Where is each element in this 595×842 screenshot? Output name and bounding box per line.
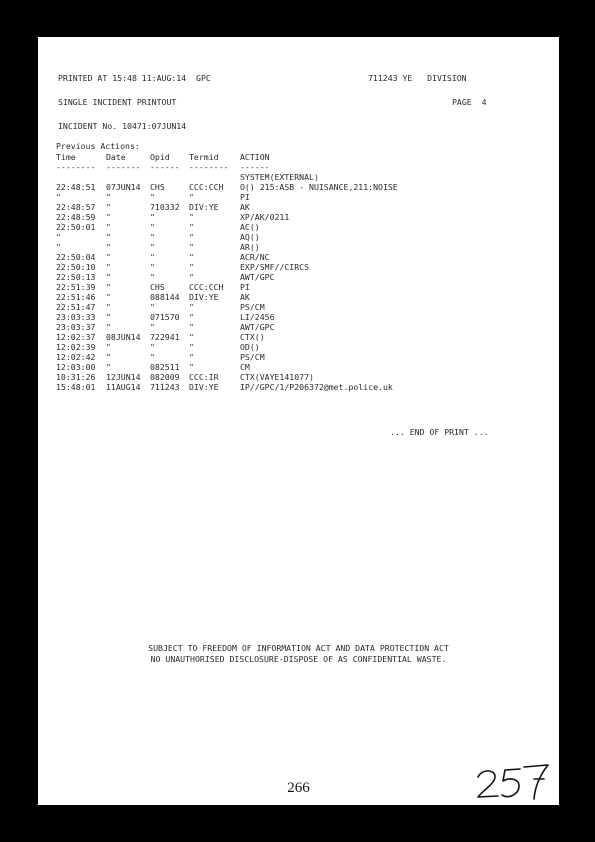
cell-termid: DIV:YE bbox=[189, 202, 219, 212]
cell-termid: " bbox=[189, 272, 194, 282]
cell-action: CTX() bbox=[240, 332, 265, 342]
cell-termid: " bbox=[189, 222, 194, 232]
previous-actions-label: Previous Actions: bbox=[56, 141, 140, 151]
cell-action: AK bbox=[240, 202, 250, 212]
cell-opid: 711243 bbox=[150, 382, 180, 392]
separator: ------- bbox=[106, 162, 141, 172]
cell-opid: " bbox=[150, 242, 155, 252]
table-row bbox=[56, 332, 265, 342]
column-header-termid: Termid bbox=[189, 152, 219, 162]
table-row bbox=[56, 312, 275, 322]
cell-action: XP/AK/0211 bbox=[240, 212, 290, 222]
table-row bbox=[56, 222, 260, 232]
table-row bbox=[56, 302, 265, 312]
printed-at-line: PRINTED AT 15:48 11:AUG:14 GPC bbox=[58, 73, 211, 83]
cell-termid: " bbox=[189, 302, 194, 312]
cell-time: 22:50:10 bbox=[56, 262, 96, 272]
cell-opid: " bbox=[150, 192, 155, 202]
cell-date: " bbox=[106, 342, 111, 352]
separator: ------ bbox=[150, 162, 180, 172]
separator: ------ bbox=[240, 162, 270, 172]
cell-date: " bbox=[106, 202, 111, 212]
cell-time: 22:50:13 bbox=[56, 272, 96, 282]
table-row bbox=[56, 362, 250, 372]
page-number: 266 bbox=[287, 780, 310, 796]
table-row bbox=[56, 352, 265, 362]
separator: -------- bbox=[189, 162, 229, 172]
cell-date: 08JUN14 bbox=[106, 332, 141, 342]
cell-opid: " bbox=[150, 352, 155, 362]
table-row bbox=[56, 242, 260, 252]
cell-opid: CHS bbox=[150, 282, 165, 292]
cell-time: 22:51:47 bbox=[56, 302, 96, 312]
cell-time: " bbox=[56, 242, 61, 252]
cell-termid: " bbox=[189, 192, 194, 202]
table-separator-row bbox=[56, 162, 270, 172]
cell-opid: " bbox=[150, 232, 155, 242]
cell-time: 12:02:39 bbox=[56, 342, 96, 352]
table-header-row bbox=[56, 152, 270, 162]
cell-date: " bbox=[106, 252, 111, 262]
cell-action: PI bbox=[240, 282, 250, 292]
cell-action: LI/2456 bbox=[240, 312, 275, 322]
table-row bbox=[56, 292, 250, 302]
cell-date: " bbox=[106, 212, 111, 222]
cell-time: 22:48:59 bbox=[56, 212, 96, 222]
cell-time: 22:50:04 bbox=[56, 252, 96, 262]
cell-action: ACR/NC bbox=[240, 252, 270, 262]
cell-action: EXP/SMF//CIRCS bbox=[240, 262, 310, 272]
cell-date: " bbox=[106, 232, 111, 242]
cell-termid: CCC:CCH bbox=[189, 182, 224, 192]
cell-action: PS/CM bbox=[240, 352, 265, 362]
cell-action: AK bbox=[240, 292, 250, 302]
cell-date: " bbox=[106, 362, 111, 372]
cell-action: OD() bbox=[240, 342, 260, 352]
cell-action: AWT/GPC bbox=[240, 272, 275, 282]
footer-line-1: SUBJECT TO FREEDOM OF INFORMATION ACT AND DATA PROTECTION ACT bbox=[148, 643, 449, 653]
table-row bbox=[56, 282, 250, 292]
cell-time: 22:48:51 bbox=[56, 182, 96, 192]
cell-termid: CCC:IR bbox=[189, 372, 219, 382]
table-row bbox=[56, 272, 275, 282]
cell-action: IP//GPC/1/P206372@met.police.uk bbox=[240, 382, 393, 392]
printout-title: SINGLE INCIDENT PRINTOUT bbox=[58, 97, 177, 107]
cell-action: AQ() bbox=[240, 232, 260, 242]
cell-time: 22:48:57 bbox=[56, 202, 96, 212]
cell-date: " bbox=[106, 302, 111, 312]
actions-table bbox=[56, 152, 398, 392]
cell-termid: " bbox=[189, 362, 194, 372]
cell-opid: " bbox=[150, 322, 155, 332]
confidentiality-footer bbox=[38, 643, 559, 665]
column-header-opid: Opid bbox=[150, 152, 170, 162]
cell-date: " bbox=[106, 272, 111, 282]
column-header-date: Date bbox=[106, 152, 126, 162]
table-row bbox=[56, 262, 310, 272]
cell-action: CTX(VAYE141077) bbox=[240, 372, 314, 382]
table-row bbox=[56, 382, 393, 392]
cell-date: " bbox=[106, 292, 111, 302]
cell-opid: 082009 bbox=[150, 372, 180, 382]
cell-opid: 071570 bbox=[150, 312, 180, 322]
cell-date: " bbox=[106, 322, 111, 332]
cell-action: PS/CM bbox=[240, 302, 265, 312]
cell-action: O() 215:ASB - NUISANCE,211:NOISE bbox=[240, 182, 398, 192]
cell-date: " bbox=[106, 262, 111, 272]
cell-opid: 082511 bbox=[150, 362, 180, 372]
table-row bbox=[56, 212, 290, 222]
separator: -------- bbox=[56, 162, 96, 172]
cell-termid: " bbox=[189, 242, 194, 252]
cell-opid: 722941 bbox=[150, 332, 180, 342]
incident-number: INCIDENT No. 10471:07JUN14 bbox=[58, 121, 187, 131]
footer-line-2: NO UNAUTHORISED DISCLOSURE-DISPOSE OF AS CONFIDENTIAL WASTE. bbox=[150, 654, 447, 664]
cell-time: 23:03:37 bbox=[56, 322, 96, 332]
cell-termid: " bbox=[189, 342, 194, 352]
cell-time: 23:03:33 bbox=[56, 312, 96, 322]
column-header-time: Time bbox=[56, 152, 76, 162]
cell-opid: 088144 bbox=[150, 292, 180, 302]
cell-time: 22:51:46 bbox=[56, 292, 96, 302]
cell-date: " bbox=[106, 282, 111, 292]
cell-date: " bbox=[106, 352, 111, 362]
cell-date: " bbox=[106, 242, 111, 252]
cell-termid: CCC:CCH bbox=[189, 282, 224, 292]
table-body bbox=[56, 172, 398, 392]
end-of-print: ... END OF PRINT ... bbox=[390, 427, 489, 437]
cell-time: " bbox=[56, 192, 61, 202]
cell-opid: " bbox=[150, 222, 155, 232]
cell-time: 22:51:39 bbox=[56, 282, 96, 292]
cell-time: 22:50:01 bbox=[56, 222, 96, 232]
page-indicator: PAGE 4 bbox=[452, 97, 487, 107]
cell-termid: " bbox=[189, 312, 194, 322]
cell-action: CM bbox=[240, 362, 250, 372]
table-row bbox=[56, 192, 250, 202]
cell-action: AWT/GPC bbox=[240, 322, 275, 332]
cell-opid: 710332 bbox=[150, 202, 180, 212]
cell-time: 15:48:01 bbox=[56, 382, 96, 392]
cell-action: SYSTEM(EXTERNAL) bbox=[240, 172, 319, 182]
cell-opid: CHS bbox=[150, 182, 165, 192]
handwritten-page-number bbox=[474, 759, 554, 801]
cell-action: AR() bbox=[240, 242, 260, 252]
cell-time: 10:31:26 bbox=[56, 372, 96, 382]
cell-date: " bbox=[106, 192, 111, 202]
cell-termid: " bbox=[189, 352, 194, 362]
cell-date: 11AUG14 bbox=[106, 382, 141, 392]
table-row bbox=[56, 342, 260, 352]
table-row bbox=[56, 252, 270, 262]
cell-termid: DIV:YE bbox=[189, 292, 219, 302]
cell-time: 12:03:00 bbox=[56, 362, 96, 372]
cell-opid: " bbox=[150, 302, 155, 312]
cell-termid: " bbox=[189, 252, 194, 262]
cell-termid: " bbox=[189, 212, 194, 222]
cell-time: " bbox=[56, 232, 61, 242]
cell-date: 07JUN14 bbox=[106, 182, 141, 192]
document-page bbox=[38, 37, 559, 805]
cell-action: PI bbox=[240, 192, 250, 202]
table-row bbox=[56, 172, 319, 182]
table-row bbox=[56, 322, 275, 332]
cell-termid: DIV:YE bbox=[189, 382, 219, 392]
cell-termid: " bbox=[189, 332, 194, 342]
cell-time: 12:02:37 bbox=[56, 332, 96, 342]
cell-opid: " bbox=[150, 262, 155, 272]
cell-date: " bbox=[106, 312, 111, 322]
cell-opid: " bbox=[150, 272, 155, 282]
cell-action: AC() bbox=[240, 222, 260, 232]
cell-termid: " bbox=[189, 262, 194, 272]
cell-date: 12JUN14 bbox=[106, 372, 141, 382]
cell-time: 12:02:42 bbox=[56, 352, 96, 362]
table-row bbox=[56, 202, 250, 212]
table-row bbox=[56, 232, 260, 242]
cell-opid: " bbox=[150, 212, 155, 222]
division-line: 711243 YE DIVISION bbox=[368, 73, 467, 83]
cell-opid: " bbox=[150, 342, 155, 352]
cell-termid: " bbox=[189, 322, 194, 332]
cell-date: " bbox=[106, 222, 111, 232]
cell-opid: " bbox=[150, 252, 155, 262]
column-header-action: ACTION bbox=[240, 152, 270, 162]
table-row bbox=[56, 182, 398, 192]
table-row bbox=[56, 372, 314, 382]
cell-termid: " bbox=[189, 232, 194, 242]
